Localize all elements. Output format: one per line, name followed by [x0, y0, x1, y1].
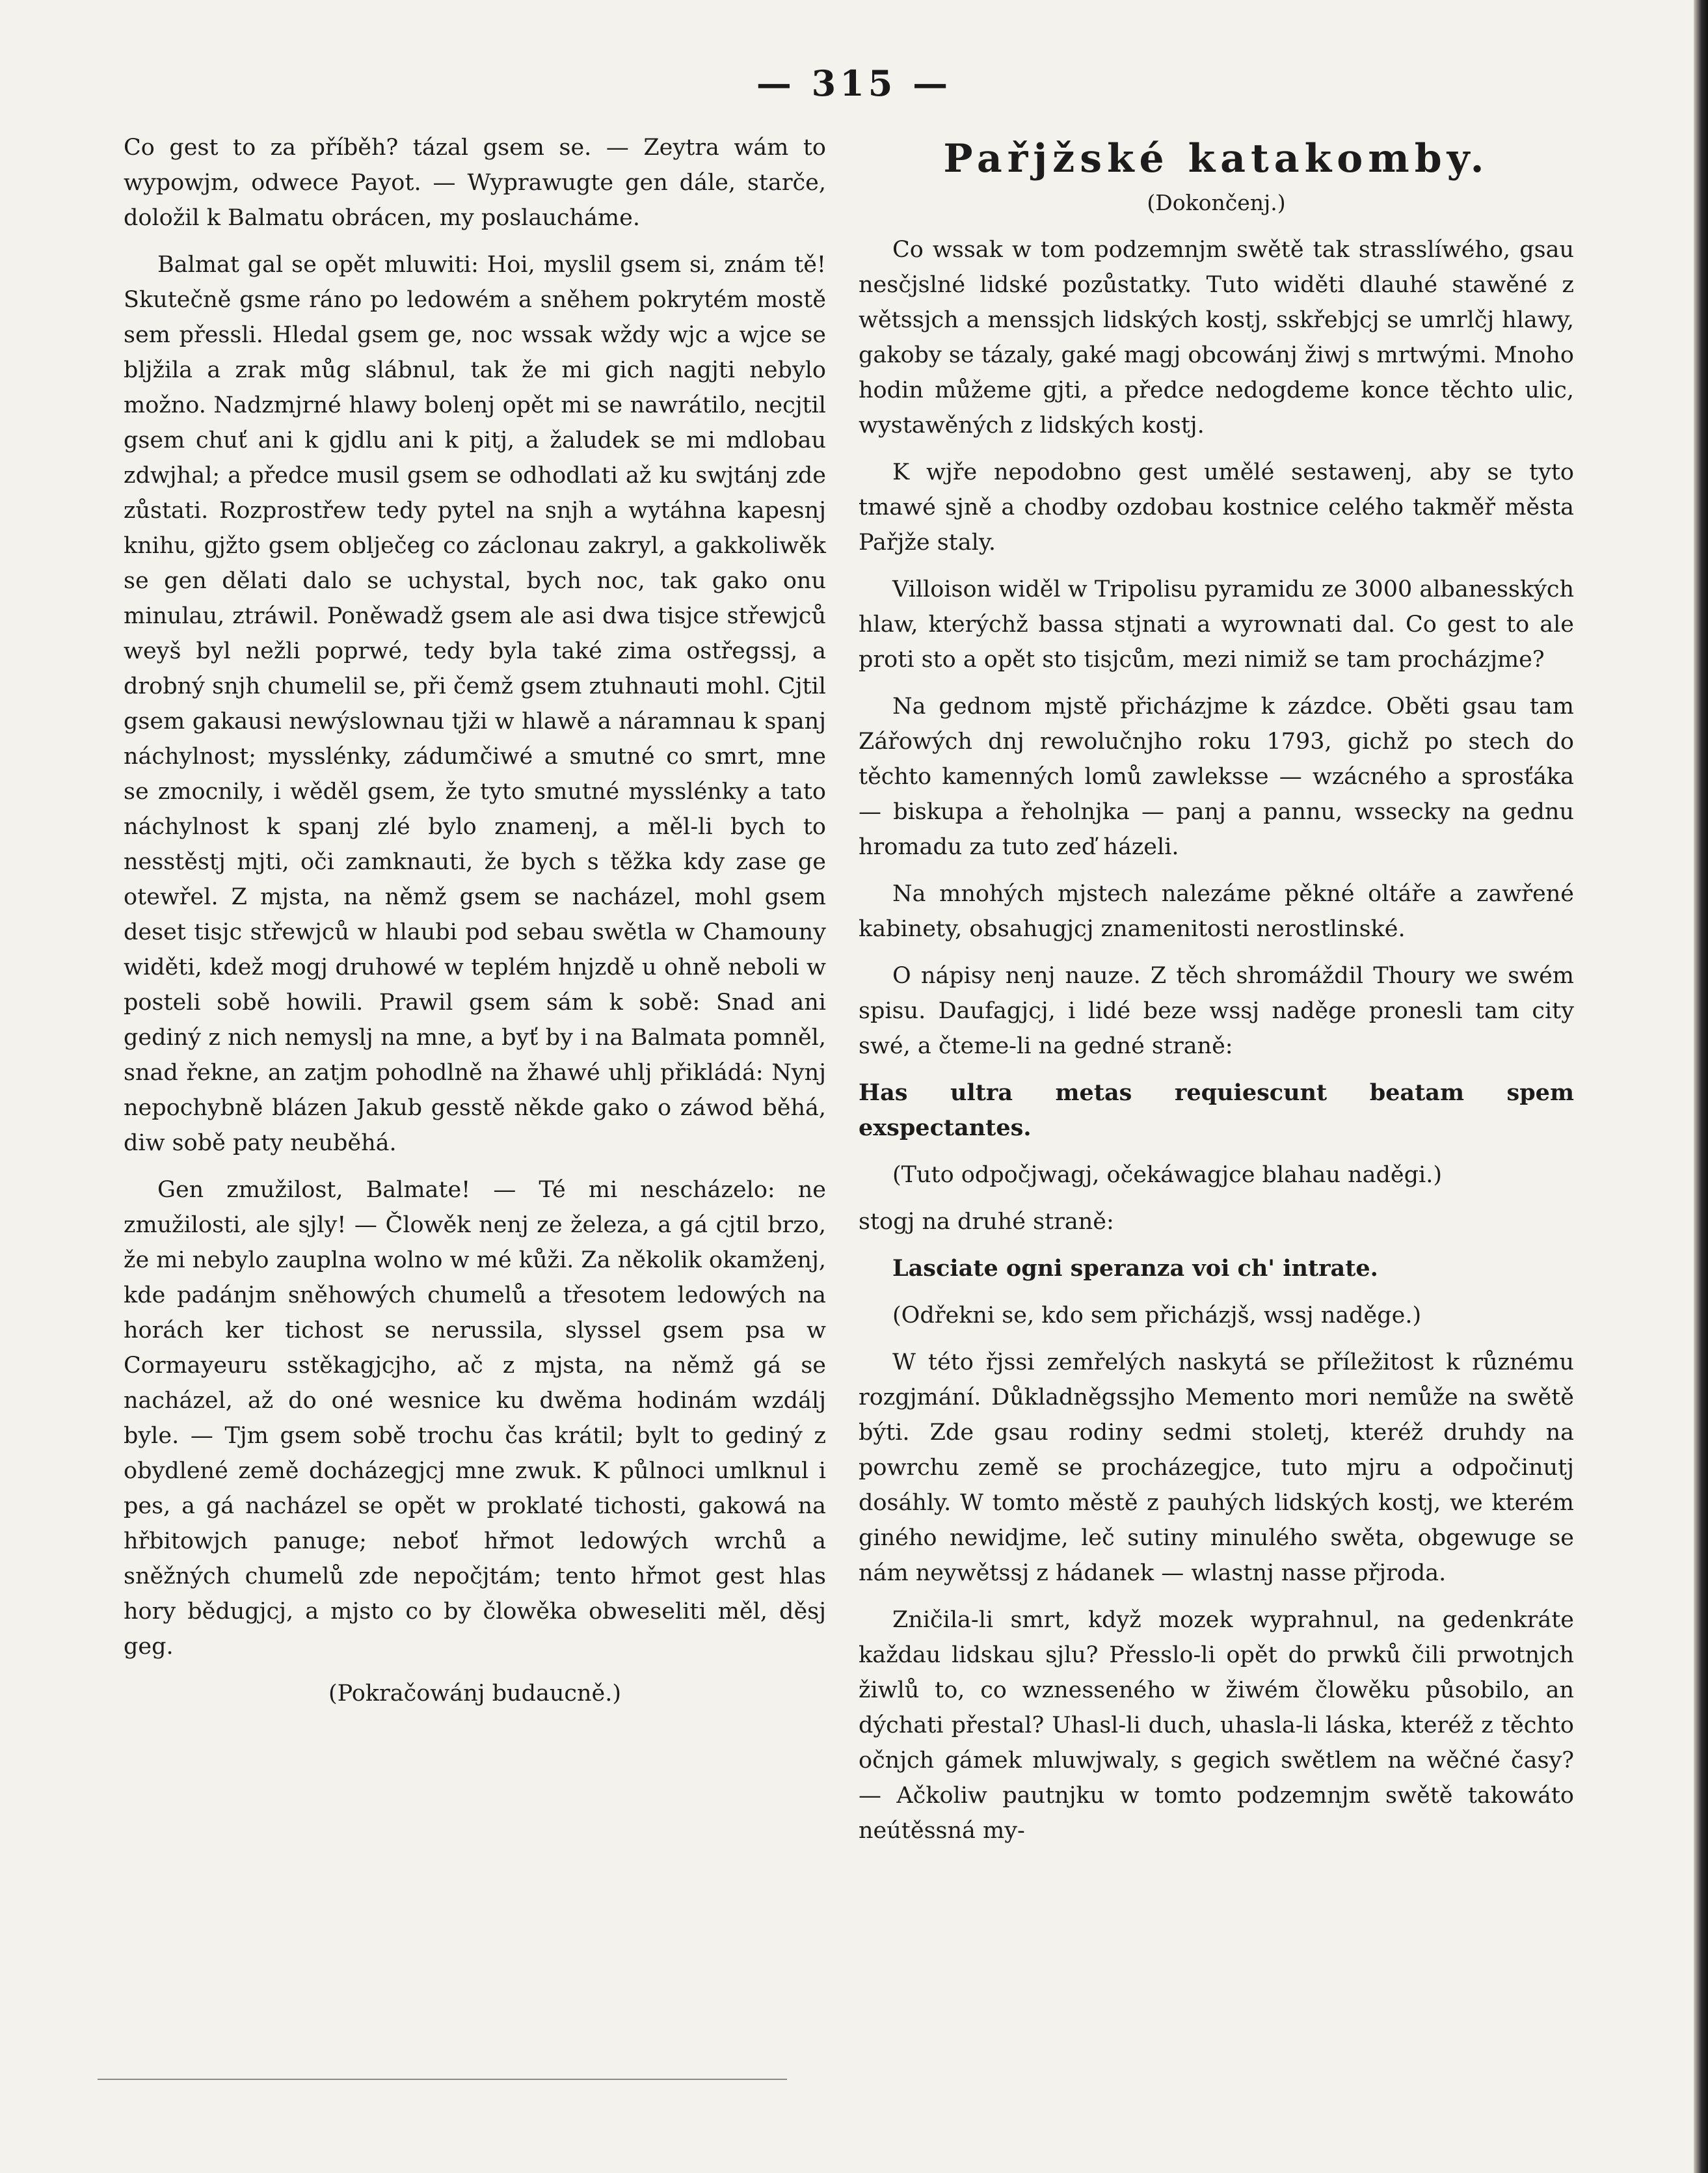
latin-inscription-1: Has ultra metas requiescunt beatam spem exspectantes. [859, 1079, 1574, 1141]
article-subtitle: (Dokončenj.) [1147, 190, 1286, 215]
left-column [124, 130, 826, 1723]
right-paragraph-7: W této řjssi zemřelých naskytá se příležitost k různému rozgjmání. Důkladněgssjho Memento mori nemůže na swětě býti. Zde gsau rodiny sedmi stoletj, kteréž druhdy na powrchu země se procházegjce, tuto mjru a odpočinutj dosáhly. W tomto městě z pauhých lidských kostj, we kterém giného newidjme, leč sutiny minulého swěta, obgewuge se nám neywětssj z hádanek — wlastnj nasse přjroda. [859, 1349, 1574, 1586]
right-paragraph-8: Zničila-li smrt, když mozek wyprahnul, na gedenkráte každau lidskau sjlu? Přesslo-li opět do prwků čili prwotnjch žiwlů to, co wznesseného w žiwém člowěku působilo, an dýchati přestal? Uhasl-li duch, uhasla-li láska, kteréž z těchto očnjch gámek mluwjwaly, s gegich swětlem na wěčné časy? — Ačkoliw pautnjku w tomto podzemnjm swětě takowáto neútěssná my- [859, 1607, 1574, 1844]
latin-inscription-2: Lasciate ogni speranza voi ch' intrate. [892, 1255, 1378, 1282]
right-paragraph-6: O nápisy nenj nauze. Z těch shromáždil Thoury we swém spisu. Daufagjcj, i lidé beze wssj naděge pronesli tam city swé, a čteme-li na gedné straně: [859, 963, 1574, 1059]
page-number: — 315 — [756, 62, 952, 104]
footer-rule [98, 2079, 787, 2080]
connector-line: stogj na druhé straně: [859, 1209, 1114, 1235]
right-paragraph-5: Na mnohých mjstech nalezáme pěkné oltáře a zawřené kabinety, obsahugjcj znamenitosti nerostlinské. [859, 881, 1574, 942]
article-title: Pařjžské katakomby. [943, 136, 1489, 182]
right-column [859, 133, 1574, 1860]
right-paragraph-3: Villoison widěl w Tripolisu pyramidu ze 3000 albanesských hlaw, kterýchž bassa stjnati a wyrownati dal. Co gest to ale proti sto a opět sto tisjcům, mezi nimiž se tam procházjme? [859, 576, 1574, 673]
right-paragraph-4: Na gednom mjstě přicházjme k zázdce. Oběti gsau tam Zářowých dnj rewolučnjho roku 1793, gichž po stech do těchto kamenných lomů zawleksse — wzácného a sprosťáka — biskupa a řeholnjka — panj a pannu, wssecky na gednu hromadu za tuto zeď házeli. [859, 694, 1574, 860]
translation-2: (Odřekni se, kdo sem přicházjš, wssj naděge.) [892, 1302, 1422, 1329]
continued-note: (Pokračowánj budaucně.) [328, 1680, 622, 1707]
translation-1: (Tuto odpočjwagj, očekáwagjce blahau naděgi.) [892, 1162, 1442, 1188]
right-paragraph-2: K wjře nepodobno gest umělé sestawenj, aby se tyto tmawé sjně a chodby ozdobau kostnice celého takměř města Pařjže staly. [859, 459, 1574, 556]
left-paragraph-2: Balmat gal se opět mluwiti: Hoi, myslil gsem si, znám tě! Skutečně gsme ráno po ledowém a sněhem pokrytém mostě sem přessli. Hledal gsem ge, noc wssak wždy wjc a wjce se bljžila a zrak můg slábnul, tak že mi gich nagjti nebylo možno. Nadzmjrné hlawy bolenj opět mi se nawrátilo, necjtil gsem chuť ani k gjdlu ani k pitj, a žaludek se mi mdlobau zdwjhal; a předce musil gsem se odhodlati až ku swjtánj zde zůstati. Rozprostřew tedy pytel na snjh a wytáhna kapesnj knihu, gjžto gsem oblječeg co záclonau zakryl, a gakkoliwěk se gen dělati dalo se uchystal, bych noc, tak gako onu minulau, ztráwil. Poněwadž gsem ale asi dwa tisjce střewjců weyš byl nežli poprwé, tedy byla také zima ostřegssj, a drobný snjh chumelil se, při čemž gsem ztuhnauti mohl. Cjtil gsem gakausi newýslownau tjži w hlawě a náramnau k spanj náchylnost; mysslénky, zádumčiwé a smutné co smrt, mne se zmocnily, i wěděl gsem, že tyto smutné mysslénky a tato náchylnost k spanj zlé bylo znamenj, a měl-li bych to nesstěstj mjti, oči zamknauti, že bych s těžka kdy zase ge otewřel. Z mjsta, na němž gsem se nacházel, mohl gsem deset tisjc střewjců w hlaubi pod sebau swětla w Chamouny widěti, kdež mogj druhowé w teplém hnjzdě u ohně neboli w posteli sobě howili. Prawil gsem sám k sobě: Snad ani gediný z nich nemyslj na mne, a byť by i na Balmata pomněl, snad řekne, an zatjm pohodlně na žhawé uhlj přikládá: Nynj nepochybně blázen Jakub gesstě někde gako o záwod běhá, diw sobě paty neuběhá. [124, 252, 826, 1156]
right-paragraph-1: Co wssak w tom podzemnjm swětě tak strasslíwého, gsau nesčjslné lidské pozůstatky. Tuto widěti dlauhé stawěné z wětssjch a menssjch lidských kostj, sskřebjcj se umrlčj hlawy, gakoby se tázaly, gaké magj obcowánj žiwj s mrtwými. Mnoho hodin můžeme gjti, a předce nedogdeme konce těchto ulic, wystawěných z lidských kostj. [859, 237, 1574, 439]
left-paragraph-1: Co gest to za příběh? tázal gsem se. — Zeytra wám to wypowjm, odwece Payot. — Wyprawugte gen dále, starče, doložil k Balmatu obrácen, my poslaucháme. [124, 135, 826, 231]
left-paragraph-3: Gen zmužilost, Balmate! — Té mi nescházelo: ne zmužilosti, ale sjly! — Člowěk nenj ze železa, a gá cjtil brzo, že mi nebylo zauplna wolno w mé kůži. Za několik okamženj, kde padánjm sněhowých chumelů a třesotem ledowých na horách ker tichost se nerussila, slyssel gsem psa w Cormayeuru sstěkagjcjho, ač z mjsta, na němž gá se nacházel, až do oné wesnice ku dwěma hodinám wzdálj byle. — Tjm gsem sobě trochu čas krátil; bylt to gediný z obydlené země docházegjcj mne zwuk. K půlnoci umlknul i pes, a gá nacházel se opět w proklaté tichosti, gakowá na hřbitowjch panuge; neboť hřmot ledowých wrchů a sněžných chumelů zde nepočjtám; tento hřmot gest hlas hory bědugjcj, a mjsto co by člowěka obweseliti měl, děsj geg. [124, 1177, 826, 1660]
page-edge-shadow [1694, 0, 1708, 2173]
